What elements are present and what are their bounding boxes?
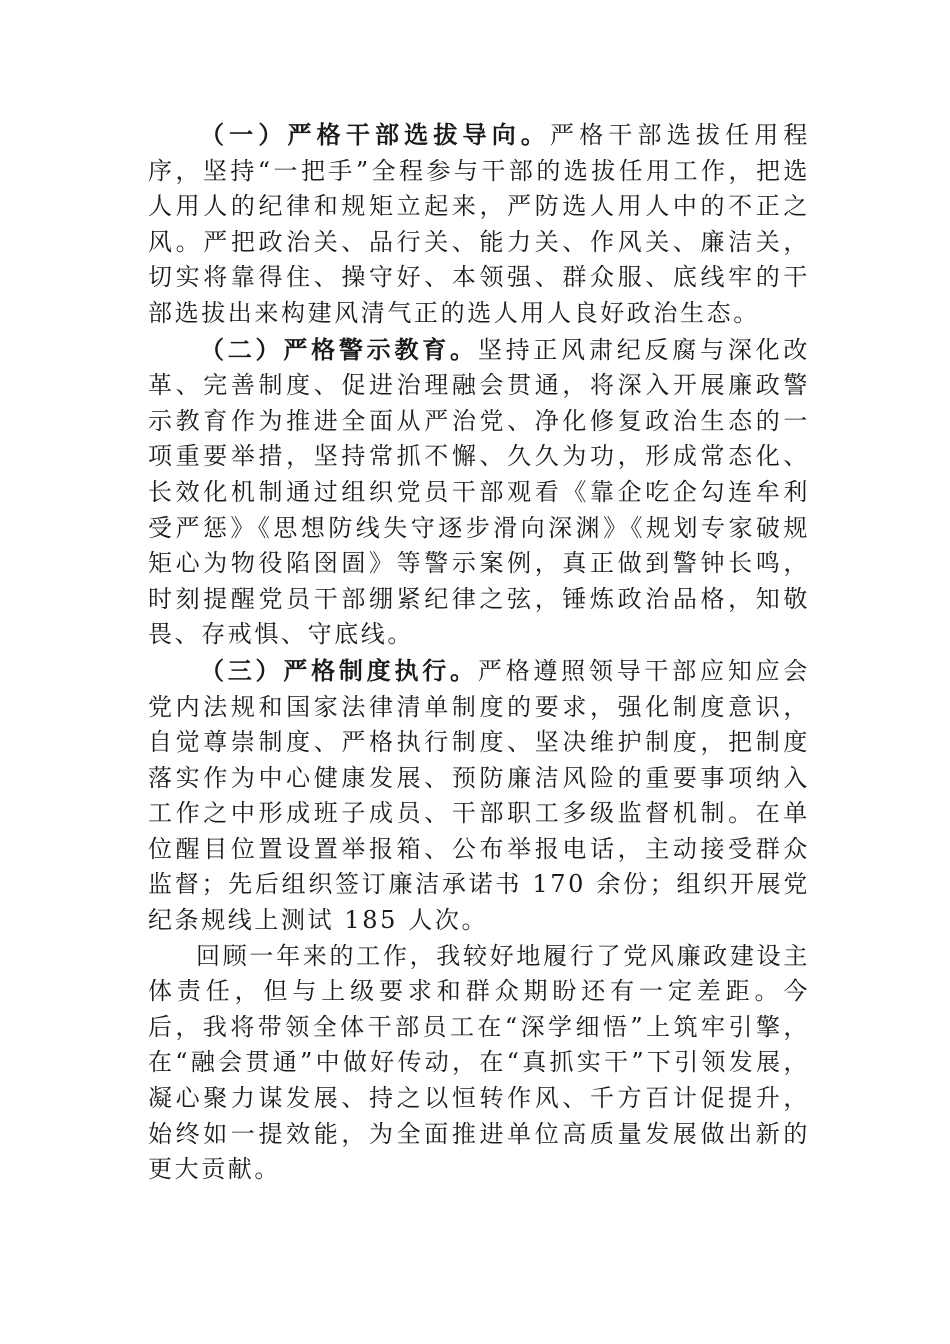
section-paragraph-2 (148, 332, 810, 653)
section-heading-1: （一）严格干部选拔导向。 (200, 120, 551, 149)
document-body (148, 117, 810, 1188)
section-paragraph-1 (148, 117, 810, 332)
section-heading-2: （二）严格警示教育。 (200, 334, 478, 364)
section-text-3: 严格遵照领导干部应知应会党内法规和国家法律清单制度的要求，强化制度意识，自觉尊崇制度、严格执行制度、坚决维护制度，把制度落实作为中心健康发展、预防廉洁风险的重要事项纳入工作之中形成班子成员、干部职工多级监督机制。在单位醒目位置设置举报箱、公布举报电话，主动接受群众监督；先后组织签订廉洁承诺书 170 余份；组织开展党纪条规线上测试 185 人次。 (148, 656, 811, 935)
section-paragraph-3 (148, 653, 810, 939)
section-text-2: 坚持正风肃纪反腐与深化改革、完善制度、促进治理融会贯通，将深入开展廉政警示教育作为推进全面从严治党、净化修复政治生态的一项重要举措，坚持常抓不懈、久久为功，形成常态化、长效化机制通过组织党员干部观看《靠企吃企勾连牟利受严惩》《思想防线失守逐步滑向深渊》《规划专家破规矩心为物役陷囹圄》等警示案例，真正做到警钟长鸣，时刻提醒党员干部绷紧纪律之弦，锤炼政治品格，知敬畏、存戒惧、守底线。 (148, 335, 811, 649)
closing-paragraph: 回顾一年来的工作，我较好地履行了党风廉政建设主体责任，但与上级要求和群众期盼还有一定差距。今后，我将带领全体干部员工在“深学细悟”上筑牢引擎，在“融会贯通”中做好传动，在“真抓实干”下引领发展，凝心聚力谋发展、持之以恒转作风、千方百计促提升，始终如一提效能，为全面推进单位高质量发展做出新的更大贡献。 (148, 941, 810, 1184)
section-heading-3: （三）严格制度执行。 (200, 655, 478, 685)
section-text-1: 严格干部选拔任用程序，坚持“一把手”全程参与干部的选拔任用工作，把选人用人的纪律和规矩立起来，严防选人用人中的不正之风。严把政治关、品行关、能力关、作风关、廉洁关，切实将靠得住、操守好、本领强、群众服、底线牢的干部选拔出来构建风清气正的选人用人良好政治生态。 (148, 121, 811, 327)
